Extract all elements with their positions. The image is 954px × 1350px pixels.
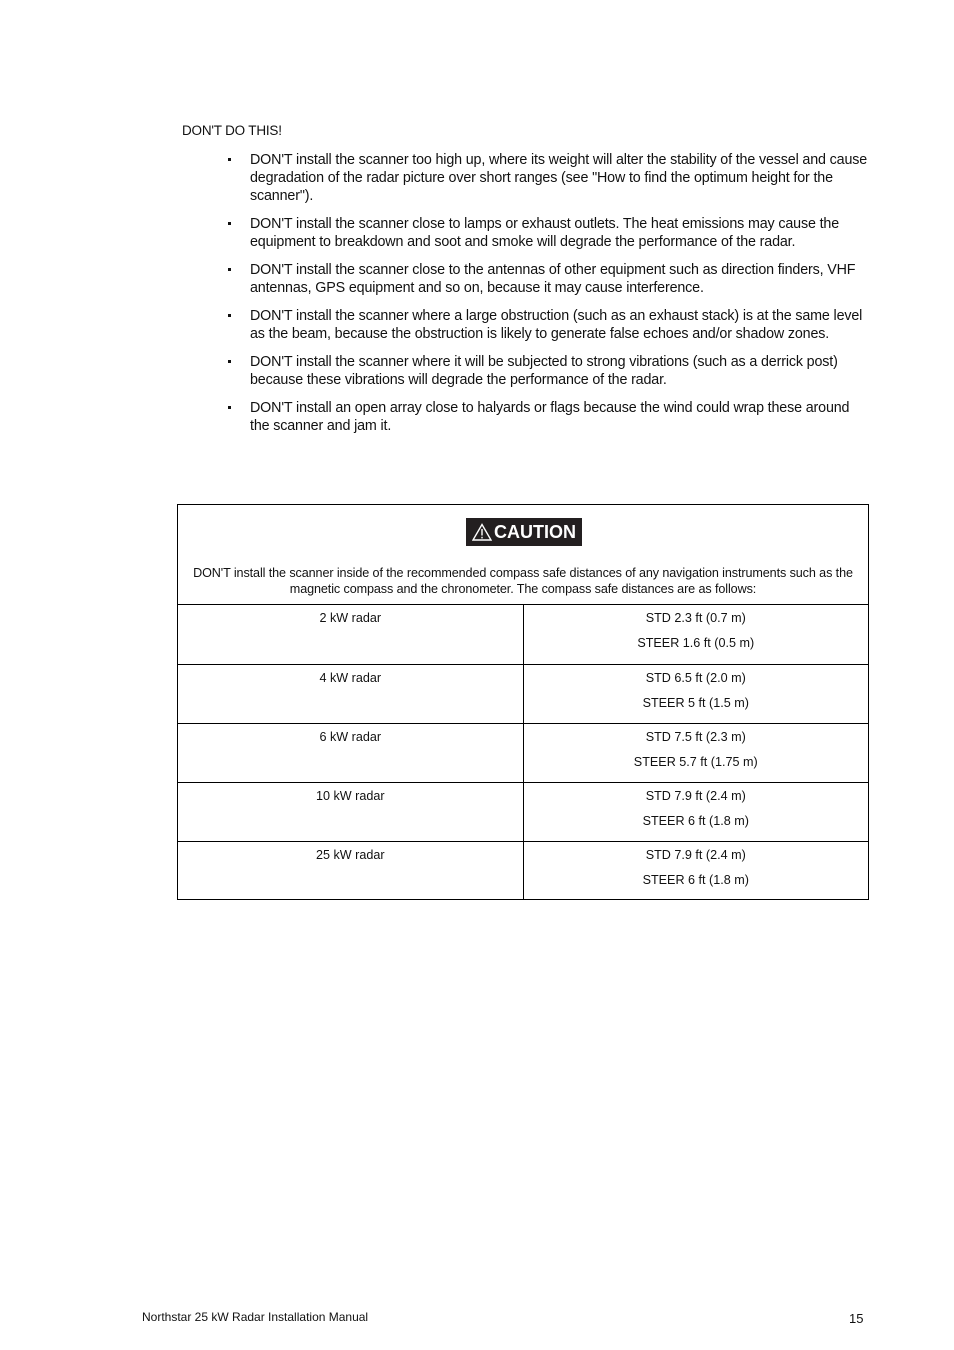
- distance-cell: [523, 605, 868, 664]
- radar-cell: [178, 841, 523, 900]
- radar-cell: [178, 605, 523, 664]
- table-row: [178, 605, 868, 664]
- distance-cell: [523, 664, 868, 723]
- list-item-text: DON'T install the scanner close to the antennas of other equipment such as direction finders, VHF antennas, GPS equipment and so on, because it may cause interference.: [250, 262, 856, 296]
- radar-cell: [178, 782, 523, 841]
- table-row: [178, 841, 868, 900]
- warning-triangle-icon: [472, 523, 492, 541]
- caution-header: [178, 505, 868, 605]
- std-distance: STD 7.9 ft (2.4 m): [645, 847, 746, 862]
- list-item: [228, 261, 868, 297]
- std-distance: STD 6.5 ft (2.0 m): [645, 670, 746, 685]
- steer-distance: STEER 5 ft (1.5 m): [642, 695, 749, 710]
- list-item-text: DON'T install the scanner too high up, where its weight will alter the stability of the vessel and cause degradation of the radar picture over short ranges (see "How to find the optimum height for the scanner").: [250, 152, 868, 204]
- bullet-icon: [228, 314, 231, 317]
- std-distance: STD 7.5 ft (2.3 m): [645, 729, 746, 744]
- list-item-text: DON'T install the scanner where it will be subjected to strong vibrations (such as a derrick post) because these vibrations will degrade the performance of the radar.: [250, 354, 838, 388]
- radar-cell: [178, 664, 523, 723]
- radar-label: 6 kW radar: [319, 729, 382, 744]
- list-item: [228, 151, 868, 205]
- list-item: [228, 353, 868, 389]
- radar-label: 2 kW radar: [319, 611, 382, 625]
- dont-list: [228, 151, 868, 445]
- table-row: [178, 782, 868, 841]
- distance-cell: [523, 723, 868, 782]
- caution-box: [177, 504, 869, 900]
- steer-distance: STEER 6 ft (1.8 m): [642, 813, 749, 828]
- distance-cell: [523, 782, 868, 841]
- safe-distance-table: [178, 605, 868, 900]
- caution-label: CAUTION: [494, 521, 576, 542]
- bullet-icon: [228, 158, 231, 161]
- bullet-icon: [228, 268, 231, 271]
- list-item: [228, 307, 868, 343]
- caution-badge: [466, 518, 582, 546]
- list-item-text: DON'T install the scanner where a large obstruction (such as an exhaust stack) is at the same level as the beam, because the obstruction is likely to generate false echoes and/or shadow zones.: [250, 308, 863, 342]
- std-distance: STD 2.3 ft (0.7 m): [645, 611, 746, 625]
- steer-distance: STEER 5.7 ft (1.75 m): [633, 754, 758, 769]
- radar-label: 4 kW radar: [319, 670, 382, 685]
- steer-distance: STEER 1.6 ft (0.5 m): [637, 636, 755, 650]
- bullet-icon: [228, 222, 231, 225]
- radar-cell: [178, 723, 523, 782]
- table-row: [178, 664, 868, 723]
- page-number: 15: [849, 1311, 864, 1326]
- list-item: [228, 215, 868, 251]
- radar-label: 25 kW radar: [315, 847, 385, 862]
- list-item: [228, 399, 868, 435]
- distance-cell: [523, 841, 868, 900]
- list-item-text: DON'T install an open array close to halyards or flags because the wind could wrap these around the scanner and jam it.: [250, 400, 850, 434]
- caution-text: DON'T install the scanner inside of the recommended compass safe distances of any navigation instruments such as the magnetic compass and the chronometer. The compass safe distances are as follows:: [193, 566, 853, 596]
- std-distance: STD 7.9 ft (2.4 m): [645, 788, 746, 803]
- section-heading: DON'T DO THIS!: [182, 123, 282, 138]
- bullet-icon: [228, 360, 231, 363]
- radar-label: 10 kW radar: [315, 788, 385, 803]
- table-row: [178, 723, 868, 782]
- footer-title: Northstar 25 kW Radar Installation Manual: [142, 1310, 369, 1324]
- bullet-icon: [228, 406, 231, 409]
- steer-distance: STEER 6 ft (1.8 m): [642, 872, 749, 887]
- list-item-text: DON'T install the scanner close to lamps or exhaust outlets. The heat emissions may cause the equipment to breakdown and soot and smoke will degrade the performance of the radar.: [250, 216, 840, 250]
